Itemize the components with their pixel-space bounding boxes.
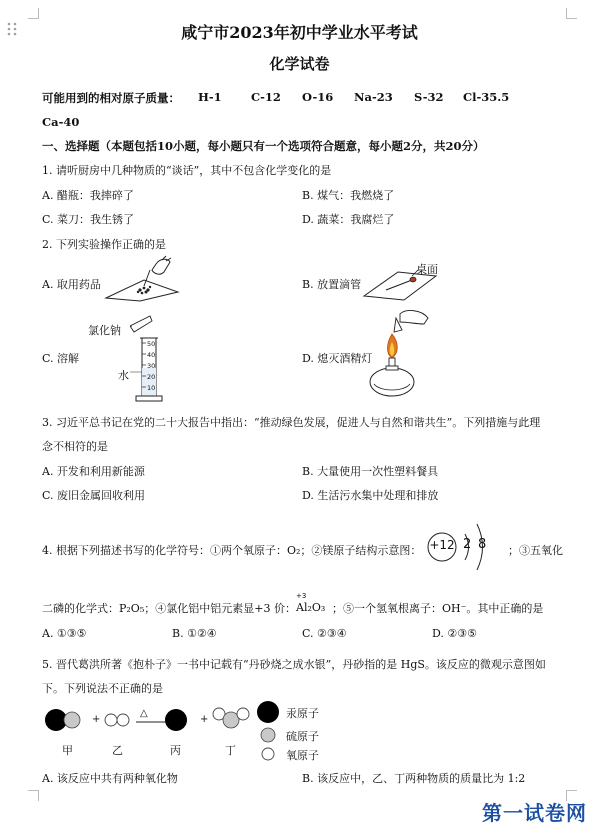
- q2-c-salt-label: 氯化钠: [88, 324, 121, 337]
- question-4-stem-part2: ；③五氧化: [508, 544, 563, 557]
- question-4-line2-part1: 二磷的化学式：P₂O₅；④氯化铝中铝元素显+3 价：: [42, 602, 296, 615]
- q5-legend-symbols: [254, 700, 284, 762]
- corner-mark-top-left: [28, 8, 39, 19]
- q5-label-jia: 甲: [62, 744, 73, 757]
- legend-oxygen-atom: 氧原子: [286, 749, 319, 762]
- atomic-mass-s: S-32: [414, 90, 444, 104]
- q2-option-d: D. 熄灭酒精灯: [302, 352, 373, 365]
- q2-d-alcohol-lamp-figure: [366, 308, 436, 400]
- q4-magnesium-atom-diagram: [425, 514, 501, 580]
- atomic-mass-c: C-12: [251, 90, 281, 104]
- question-3-stem-line1: 3. 习近平总书记在党的二十大报告中指出：“推动绿色发展，促进人与自然和谐共生”。下列措施与此理: [42, 416, 541, 429]
- q2-a-take-reagent-figure: [104, 254, 182, 302]
- atom-nucleus-charge: +12: [429, 538, 455, 552]
- scale-tick-label: 20: [147, 373, 156, 381]
- q3-option-a: A. 开发和利用新能源: [42, 465, 145, 478]
- q2-b-table-label: 桌面: [416, 263, 438, 276]
- q2-c-water-label: 水: [118, 369, 129, 382]
- q1-option-c: C. 菜刀：我生锈了: [42, 213, 135, 226]
- q5-label-ding: 丁: [225, 744, 236, 757]
- scale-tick-label: 50: [147, 340, 156, 348]
- q1-option-b: B. 煤气：我燃烧了: [302, 189, 395, 202]
- corner-mark-top-right: [566, 8, 577, 19]
- q4-option-c: C. ②③④: [302, 627, 347, 640]
- question-3-stem-line2: 念不相符的是: [42, 440, 108, 453]
- q3-option-b: B. 大量使用一次性塑料餐具: [302, 465, 439, 478]
- question-1-stem: 1. 请听厨房中几种物质的“谈话”，其中不包含化学变化的是: [42, 164, 332, 177]
- q2-option-b: B. 放置滴管: [302, 278, 362, 291]
- section-heading: 一、选择题（本题包括10小题，每小题只有一个选项符合题意，每小题2分，共20分）: [42, 139, 485, 153]
- scale-tick-label: 30: [147, 362, 156, 370]
- q4-valence-formula: Al₂O₃: [296, 601, 326, 614]
- question-5-stem-line1: 5. 晋代葛洪所著《抱朴子》一书中记载有“丹砂烧之成水银”，丹砂指的是 HgS。该反应的微观示意图如: [42, 658, 546, 671]
- q5-option-b: B. 该反应中，乙、丁两种物质的质量比为 1:2: [302, 772, 526, 785]
- atomic-mass-cl: Cl-35.5: [463, 90, 510, 104]
- atomic-mass-na: Na-23: [354, 90, 393, 104]
- q4-option-d: D. ②③⑤: [432, 627, 478, 640]
- q5-reaction-diagram: [40, 700, 290, 740]
- q3-option-d: D. 生活污水集中处理和排放: [302, 489, 439, 502]
- corner-mark-bottom-left: [28, 790, 39, 801]
- q1-option-a: A. 醋瓶：我摔碎了: [42, 189, 134, 202]
- scale-tick-label: 10: [147, 384, 156, 392]
- q2-c-scale: [147, 339, 155, 394]
- q4-valence-mark: +3: [296, 592, 307, 600]
- q5-label-yi: 乙: [112, 744, 123, 757]
- atom-shell-1-count: 2: [463, 537, 472, 552]
- atomic-mass-o: O-16: [302, 90, 334, 104]
- q2-option-a: A. 取用药品: [42, 278, 101, 291]
- question-5-stem-line2: 下。下列说法不正确的是: [42, 682, 163, 695]
- q4-option-b: B. ①②④: [172, 627, 217, 640]
- page-subtitle: 化学试卷: [269, 55, 330, 73]
- legend-sulfur-atom: 硫原子: [286, 730, 319, 743]
- q5-arrow-heat-label: △: [140, 708, 148, 719]
- q3-option-c: C. 废旧金属回收利用: [42, 489, 146, 502]
- atom-shell-2-count: 8: [478, 537, 487, 552]
- atomic-mass-h: H-1: [198, 90, 222, 104]
- q1-option-d: D. 蔬菜：我腐烂了: [302, 213, 395, 226]
- page-title: 咸宁市2023年初中学业水平考试: [181, 23, 418, 42]
- atomic-mass-ca: Ca-40: [42, 115, 80, 129]
- site-watermark-logo: 第一试卷网: [482, 801, 587, 825]
- q2-option-c: C. 溶解: [42, 352, 80, 365]
- q5-label-bing: 丙: [170, 744, 181, 757]
- q2-b-dropper-figure: [362, 266, 442, 302]
- question-2-stem: 2. 下列实验操作正确的是: [42, 238, 166, 251]
- legend-mercury-atom: 汞原子: [286, 707, 319, 720]
- atomic-mass-label: 可能用到的相对原子质量：: [42, 91, 180, 105]
- q4-option-a: A. ①③⑤: [42, 627, 87, 640]
- question-4-line2-part2: ；⑤一个氢氧根离子：OH⁻。其中正确的是: [332, 602, 544, 615]
- q5-plus-sign-2: +: [200, 714, 209, 725]
- question-4-stem-part1: 4. 根据下列描述书写的化学符号：①两个氧原子：O₂；②镁原子结构示意图：: [42, 544, 422, 557]
- q5-option-a: A. 该反应中共有两种氧化物: [42, 772, 178, 785]
- q5-plus-sign-1: +: [92, 714, 101, 725]
- scale-tick-label: 40: [147, 351, 156, 359]
